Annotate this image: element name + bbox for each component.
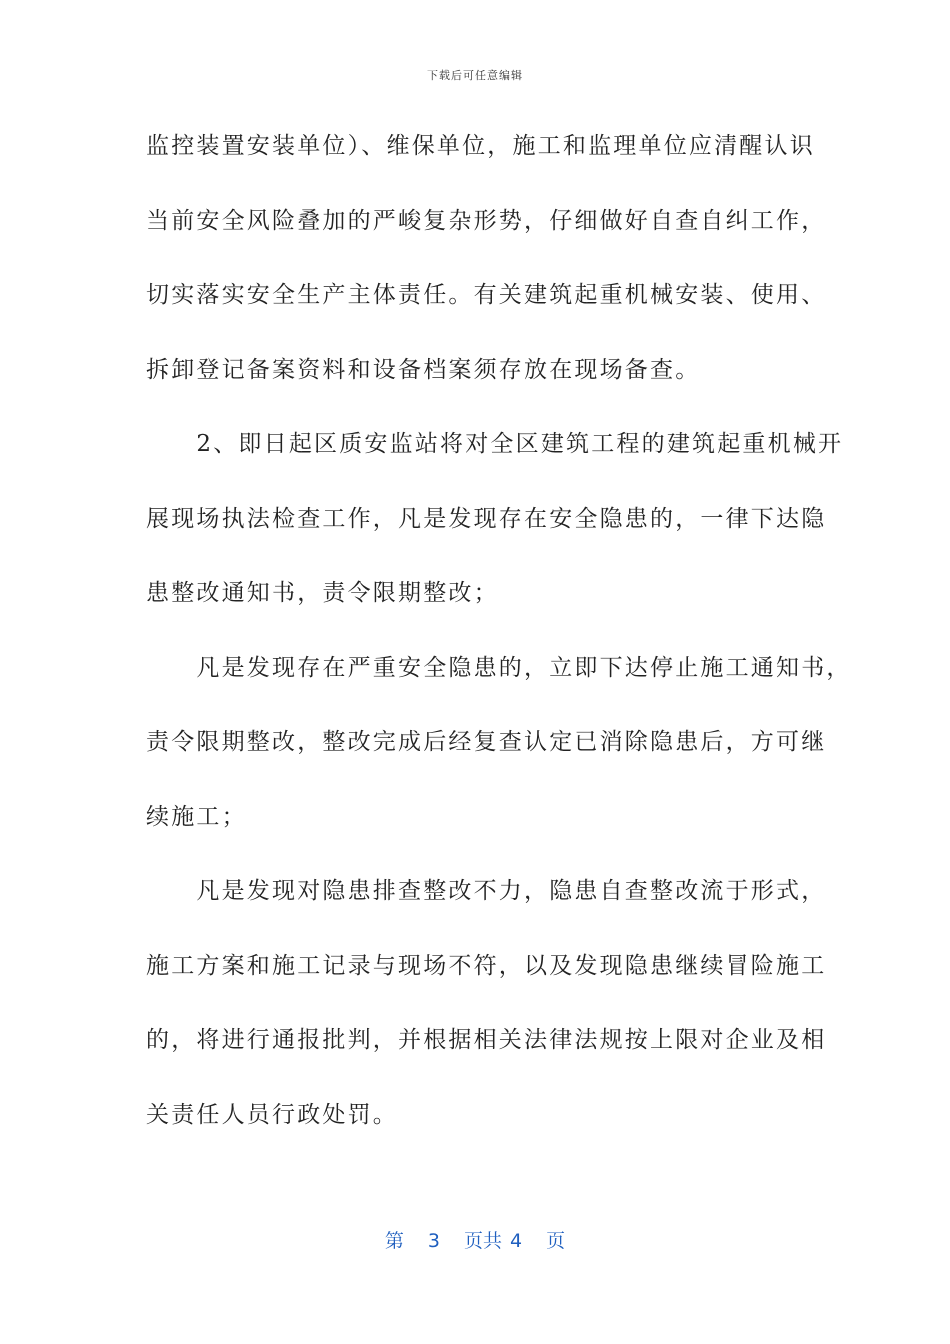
- current-page-number: 3: [427, 1230, 440, 1252]
- text-line: 凡是发现对隐患排查整改不力，隐患自查整改流于形式，: [146, 878, 827, 904]
- text-line: 展现场执法检查工作，凡是发现存在安全隐患的，一律下达隐: [146, 505, 827, 532]
- text-line: 续施工；: [146, 803, 247, 830]
- text-line: 切实落实安全生产主体责任。有关建筑起重机械安装、使用、: [146, 282, 827, 308]
- footer-middle: 页共: [463, 1230, 502, 1252]
- header-note: 下载后可任意编辑: [427, 69, 523, 82]
- text-line: 患整改通知书，责令限期整改；: [146, 580, 499, 606]
- total-pages-number: 4: [510, 1230, 523, 1252]
- text-line: 的，将进行通报批判，并根据相关法律法规按上限对企业及相: [146, 1027, 827, 1053]
- text-line: 施工方案和施工记录与现场不符，以及发现隐患继续冒险施工: [146, 952, 827, 979]
- text-line: 当前安全风险叠加的严峻复杂形势，仔细做好自查自纠工作，: [146, 207, 827, 234]
- page-footer: [0, 1226, 950, 1253]
- footer-suffix: 页: [546, 1230, 566, 1252]
- text-line: 凡是发现存在严重安全隐患的，立即下达停止施工通知书，: [146, 654, 852, 681]
- document-body: [146, 125, 852, 1168]
- footer-prefix: 第: [384, 1230, 404, 1252]
- text-line: 关责任人员行政处罚。: [146, 1101, 398, 1128]
- text-line: 责令限期整改，整改完成后经复查认定已消除隐患后，方可继: [146, 729, 827, 755]
- text-line: 2、即日起区质安监站将对全区建筑工程的建筑起重机械开: [146, 431, 844, 457]
- text-line: 拆卸登记备案资料和设备档案须存放在现场备查。: [146, 356, 701, 383]
- text-line: 监控装置安装单位）、维保单位，施工和监理单位应清醒认识: [146, 133, 815, 159]
